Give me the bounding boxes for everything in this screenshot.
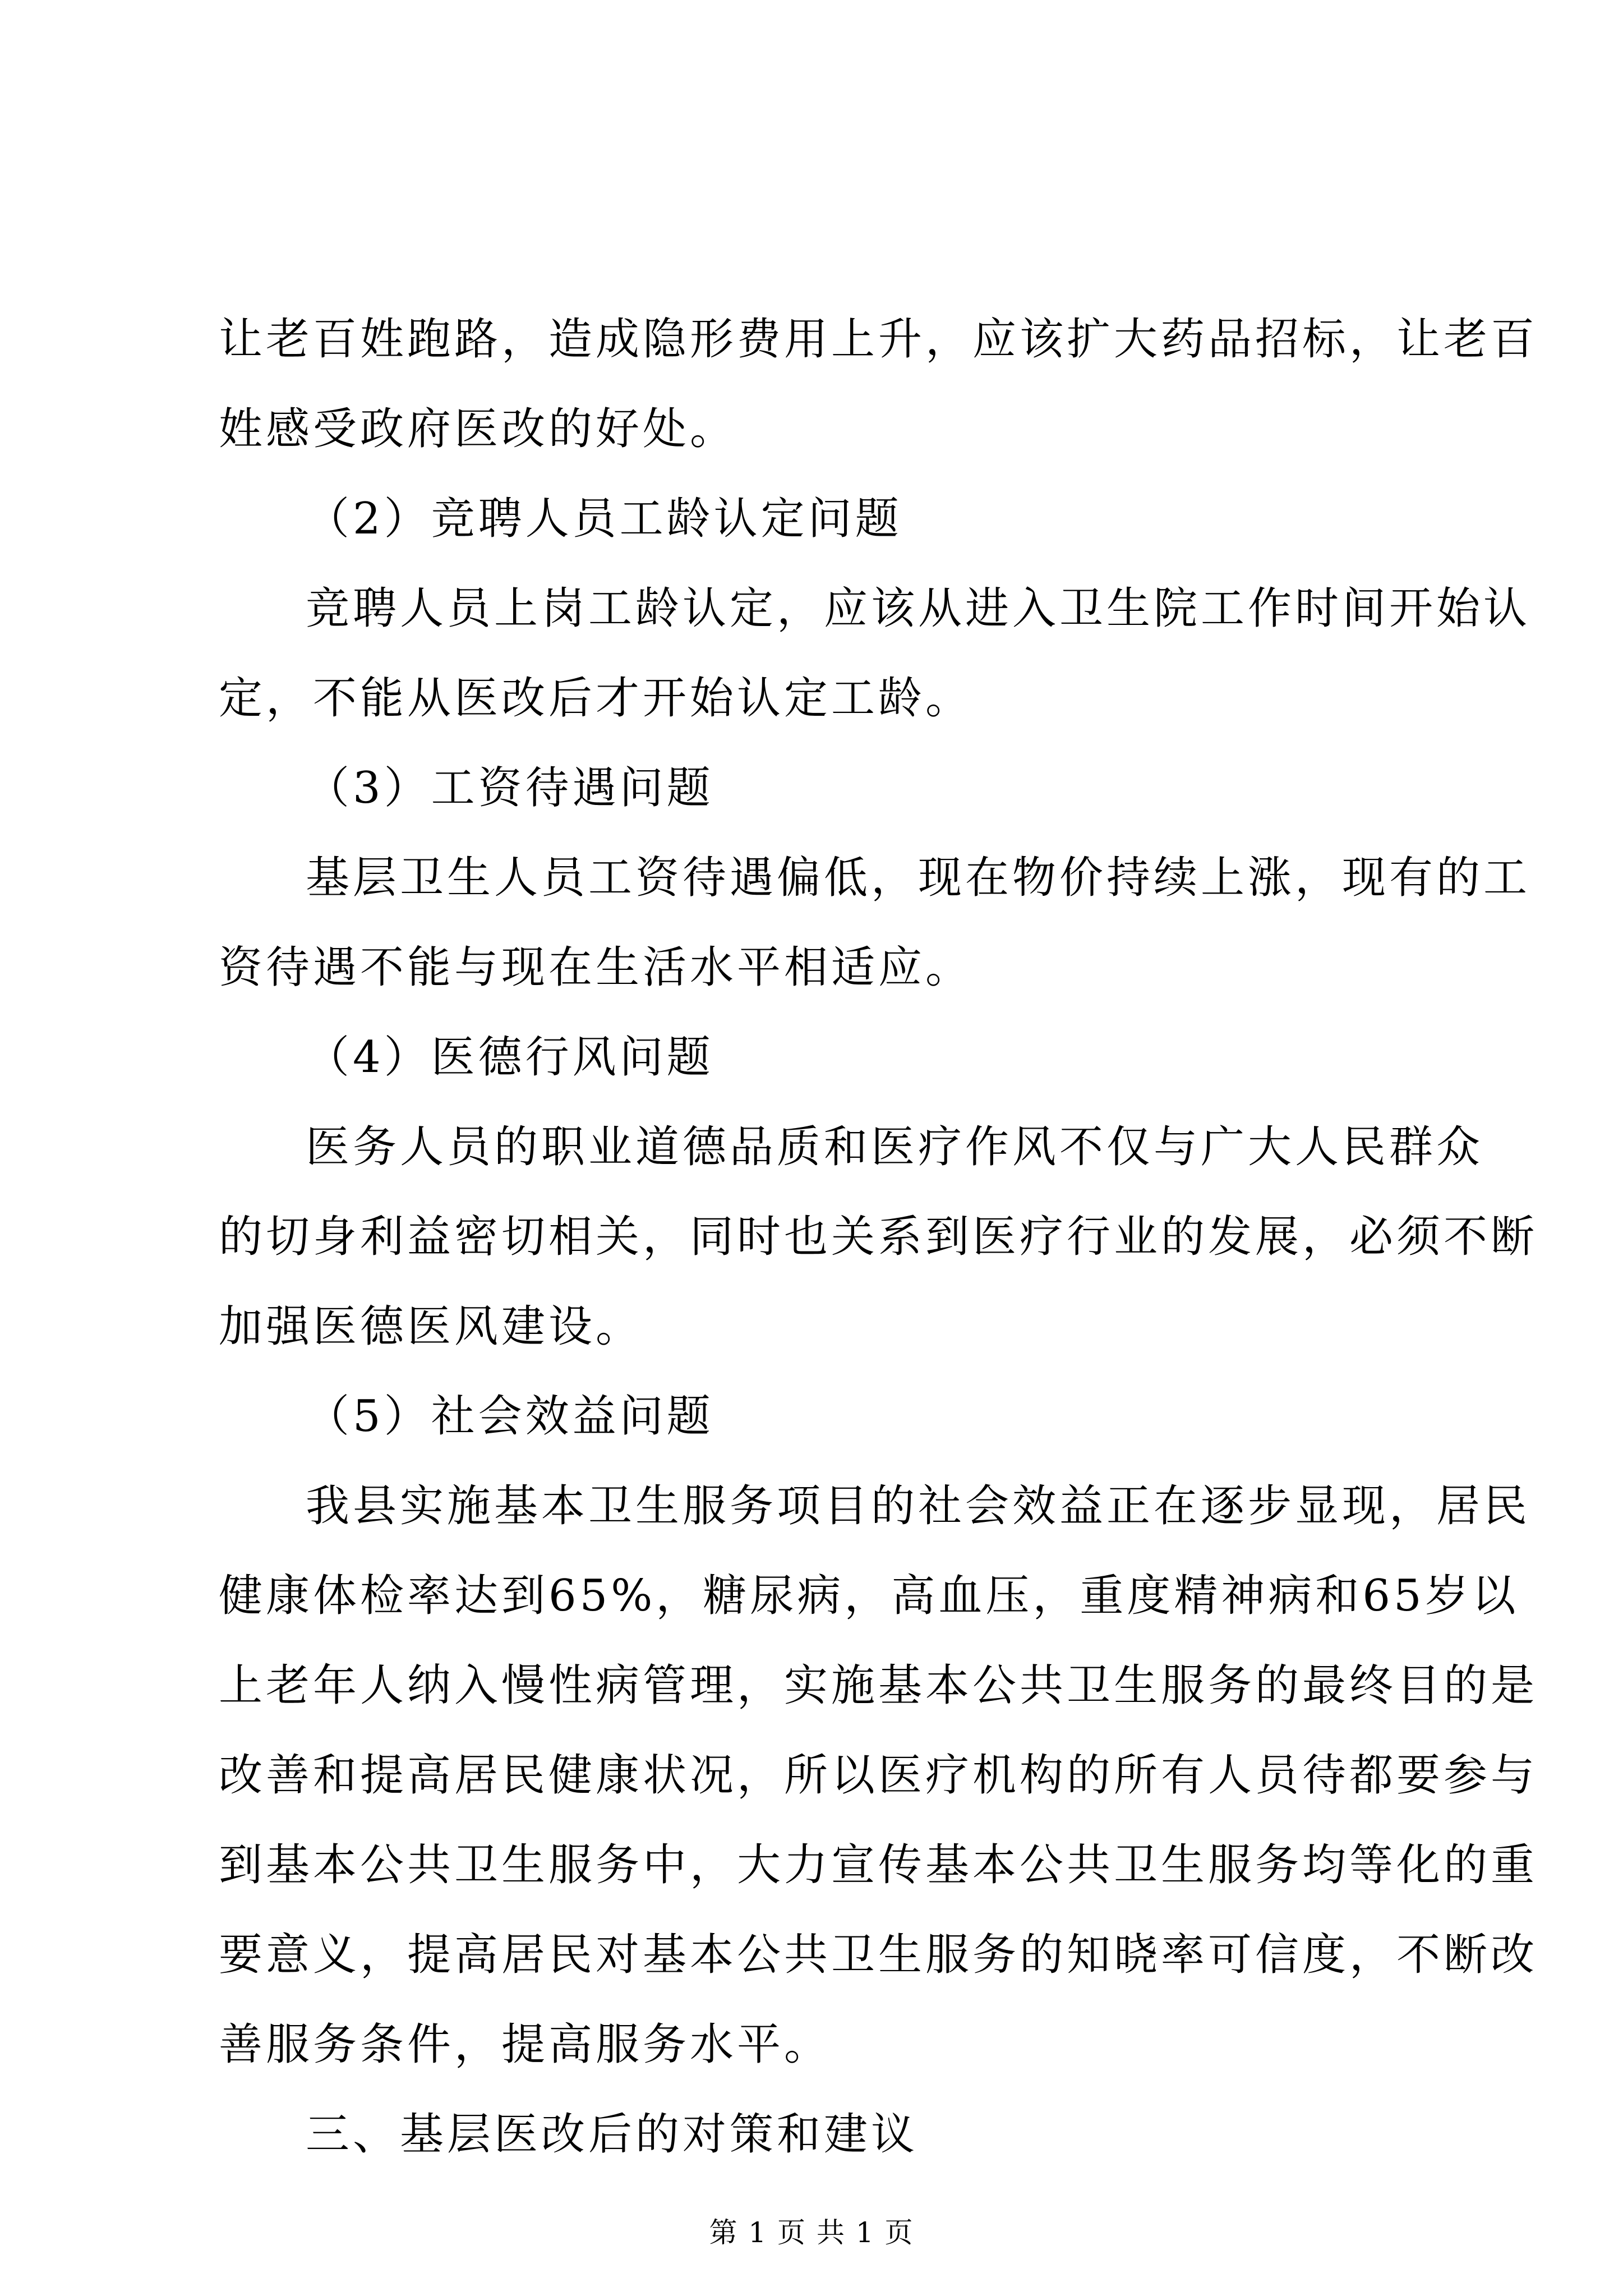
page-footer: 第 1 页 共 1 页 <box>709 2216 914 2249</box>
paragraph-line: 我县实施基本卫生服务项目的社会效益正在逐步显现，居民 <box>306 1481 1531 1531</box>
paragraph-line: 健康体检率达到65%，糖尿病，高血压，重度精神病和65岁以 <box>219 1571 1519 1621</box>
section-heading: 三、基层医改后的对策和建议 <box>306 2109 919 2160</box>
paragraph-line: 让老百姓跑路，造成隐形费用上升，应该扩大药品招标，让老百 <box>219 314 1538 365</box>
paragraph-line: 姓感受政府医改的好处。 <box>219 404 737 454</box>
section-heading: （4）医德行风问题 <box>306 1032 714 1083</box>
section-heading: （5）社会效益问题 <box>306 1391 714 1442</box>
paragraph-line: 资待遇不能与现在生活水平相适应。 <box>219 942 973 993</box>
section-heading: （3）工资待遇问题 <box>306 763 714 813</box>
section-heading: （2）竞聘人员工龄认定问题 <box>306 494 902 544</box>
paragraph-line: 要意义，提高居民对基本公共卫生服务的知晓率可信度，不断改 <box>219 1930 1538 1980</box>
paragraph-line: 的切身利益密切相关，同时也关系到医疗行业的发展，必须不断 <box>219 1212 1538 1262</box>
paragraph-line: 上老年人纳入慢性病管理，实施基本公共卫生服务的最终目的是 <box>219 1660 1538 1711</box>
paragraph-line: 竞聘人员上岗工龄认定，应该从进入卫生院工作时间开始认 <box>306 583 1531 634</box>
paragraph-line: 定，不能从医改后才开始认定工龄。 <box>219 673 973 724</box>
paragraph-line: 善服务条件，提高服务水平。 <box>219 2019 832 2070</box>
paragraph-line: 基层卫生人员工资待遇偏低，现在物价持续上涨，现有的工 <box>306 853 1531 903</box>
paragraph-line: 到基本公共卫生服务中，大力宣传基本公共卫生服务均等化的重 <box>219 1840 1538 1890</box>
paragraph-line: 加强医德医风建设。 <box>219 1301 643 1352</box>
paragraph-line: 医务人员的职业道德品质和医疗作风不仅与广大人民群众 <box>306 1122 1484 1172</box>
paragraph-line: 改善和提高居民健康状况，所以医疗机构的所有人员待都要参与 <box>219 1750 1538 1801</box>
